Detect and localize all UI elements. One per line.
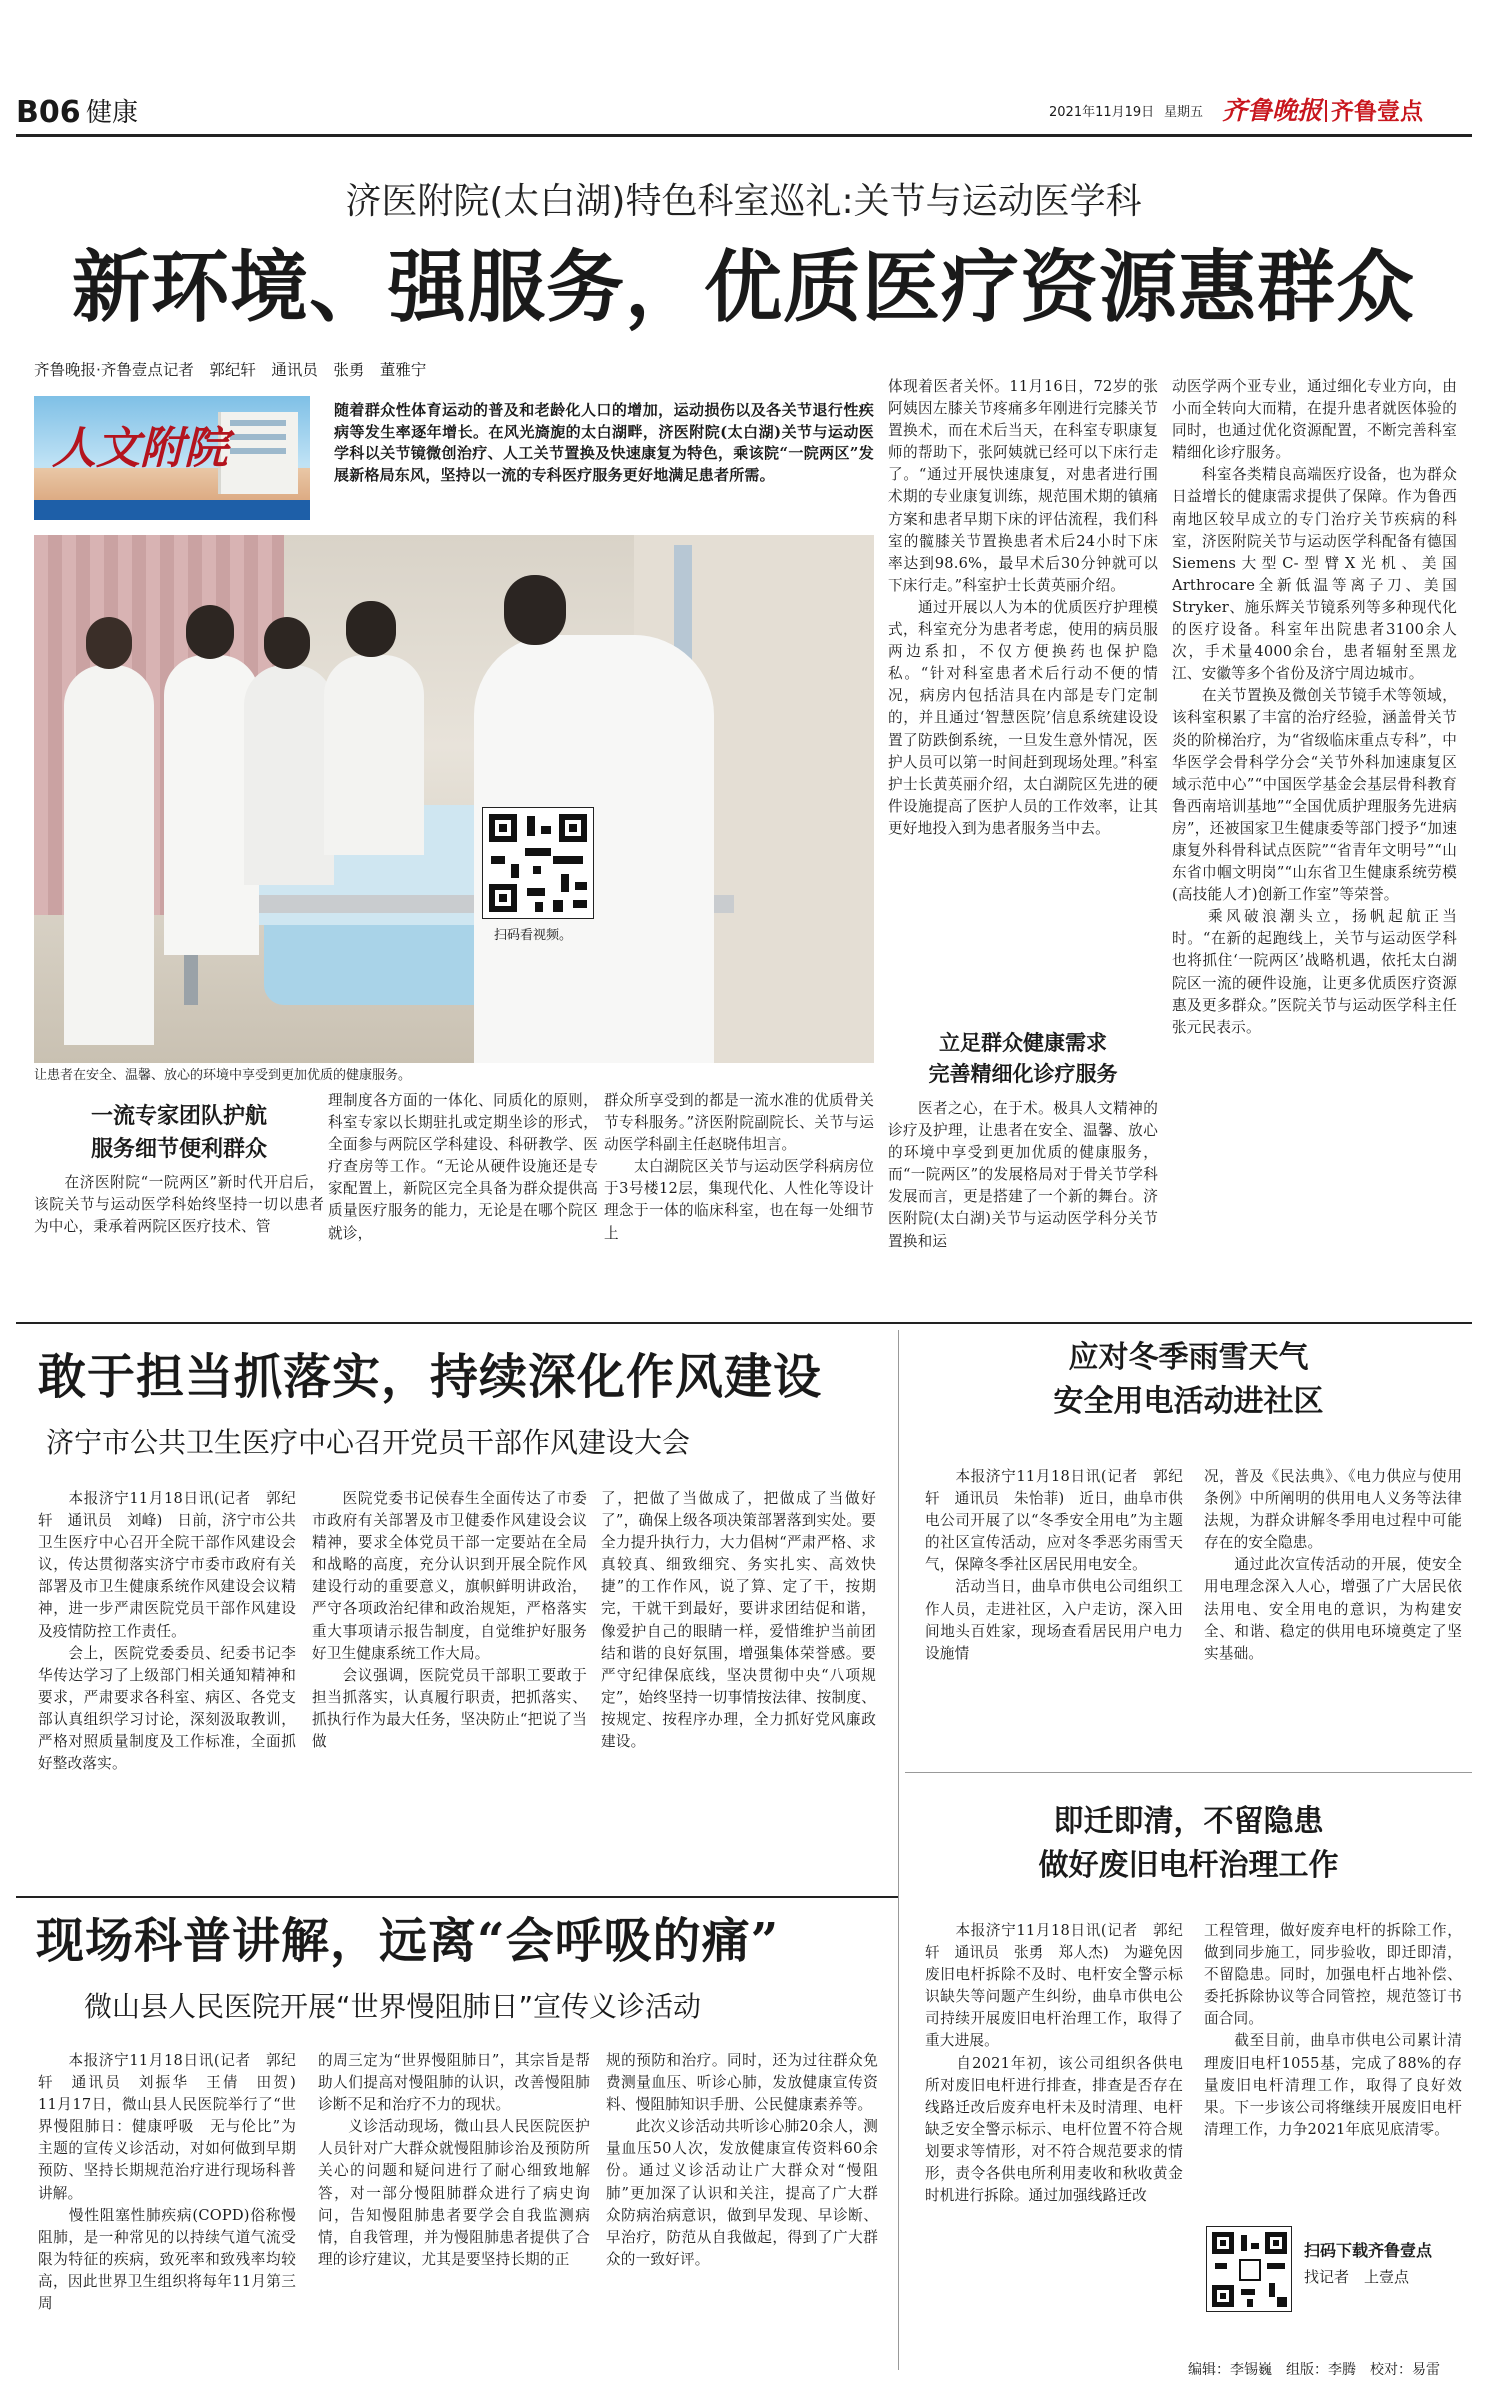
qr-download-line-1: 扫码下载齐鲁壹点 bbox=[1304, 2241, 1433, 2260]
article1-subhead-1: 一流专家团队护航 服务细节便利群众 bbox=[90, 1104, 267, 1162]
article1-col-a: 在济医附院“一院两区”新时代开启后，该院关节与运动医学科始终坚持一切以患者为中心，秉承着两院区医疗技术、管 bbox=[34, 1174, 324, 1236]
brand-qilu-wanbao: 齐鲁晚报 bbox=[1222, 96, 1323, 125]
article2-col-b: 医院党委书记侯春生全面传达了市委市政府有关部署及市卫健委作风建设会议精神，要求全体党员干部一定要站在全局和战略的高度，充分认识到开展全院作风建设行动的重要意义，旗帜鲜明讲政治，严守各项政治纪律和政治规矩，严格落实重大事项请示报告制度，自觉维护好服务好卫生健康系统工作大局。 会议强调，医院党员干部职工要敢于担当抓落实，认真履行职责，把抓落实、抓执行作为最大任务，坚决防止“把说了当做 bbox=[312, 1490, 587, 1751]
photo-caption: 让患者在安全、温馨、放心的环境中享受到更加优质的健康服务。 bbox=[34, 1068, 412, 1083]
article1-lede: 随着群众性体育运动的普及和老龄化人口的增加，运动损伤以及各关节退行性疾病等发生率逐年增长。在风光旖旎的太白湖畔，济医附院(太白湖)关节与运动医学科以关节镜微创治疗、人工关节置换及快速康复为特色，乘该院“一院两区”发展新格局东风，坚持以一流的专科医疗服务更好地满足患者所需。 bbox=[334, 401, 874, 484]
page-code: B06 bbox=[16, 95, 81, 130]
article5-col-b: 的周三定为“世界慢阻肺日”，其宗旨是帮助人们提高对慢阻肺的认识，改善慢阻肺诊断不足和治疗不力的现状。 义诊活动现场，微山县人民医院医护人员针对广大群众就慢阻肺诊治及预防所关心的问题和疑问进行了耐心细致地解答，对一部分慢阻肺群众进行了病史询问，告知慢阻肺患者要学会自我监测病情，自我管理，并为慢阻肺患者提供了合理的诊疗建议，尤其是要坚持长期的正 bbox=[318, 2052, 590, 2268]
qr-caption: 扫码看视频。 bbox=[494, 928, 573, 943]
article3-col-a: 本报济宁11月18日讯(记者 郭纪轩 通讯员 朱怡菲) 近日，曲阜市供电公司开展了以“冬季安全用电”为主题的社区宣传活动，应对冬季恶劣雨雪天气，保障冬季社区居民用电安全。 活动当日，曲阜市供电公司组织工作人员，走进社区，入户走访，深入田间地头百姓家，现场查看居民用户电力设施情 bbox=[925, 1468, 1183, 1662]
article4-headline: 即迁即清，不留隐患 做好废旧电杆治理工作 bbox=[1038, 1804, 1339, 1883]
article5-headline: 现场科普讲解，远离“会呼吸的痛” bbox=[36, 1913, 780, 1969]
article4-col-a: 本报济宁11月18日讯(记者 郭纪轩 通讯员 张勇 郑人杰) 为避免因废旧电杆拆除不及时、电杆安全警示标识缺失等问题产生纠纷，曲阜市供电公司持续开展废旧电杆治理工作，取得了重大进展。 自2021年初，该公司组织各供电所对废旧电杆进行排查，排查是否存在线路迁改后废弃电杆未及时清理、电杆缺乏安全警示标示、电杆位置不符合规划要求等情形，对不符合规范要求的情形，责令各供电所利用麦收和秋收黄金时机进行拆除。通过加强线路迁改 bbox=[925, 1922, 1183, 2205]
article1-col-e: 动医学两个亚专业，通过细化专业方向，由小而全转向大而精，在提升患者就医体验的同时，也通过优化资源配置，不断完善科室精细化诊疗服务。 科室各类精良高端医疗设备，也为群众日益增长的健康需求提供了保障。作为鲁西南地区较早成立的专门治疗关节疾病的科室，济医附院关节与运动医学科配备有德国Siemens大型C-型臂X光机、美国Arthrocare全新低温等离子刀、美国Stryker、施乐辉关节镜系列等多种现代化的医疗设备。科室年出院患者3100余人次，手术量4000余台，患者辐射至黑龙江、安徽等多个省份及济宁周边城市。 在关节置换及微创关节镜手术等领域，该科室积累了丰富的治疗经验，涵盖骨关节炎的阶梯治疗，为“省级临床重点专科”，中华医学会骨科学分会“关节外科加速康复区域示范中心”“中国医学基金会基层骨科教育鲁西南培训基地”“全国优质护理服务先进病房”，还被国家卫生健康委等部门授予“加速康复外科骨科试点医院”“省青年文明号”“山东省巾帼文明岗”“山东省卫生健康系统劳模(高技能人才)创新工作室”等荣誉。 乘风破浪潮头立，扬帆起航正当时。“在新的起跑线上，关节与运动医学科也将抓住‘一院两区’战略机遇，依托太白湖院区一流的硬件设施，让更多优质医疗资源惠及更多群众。”医院关节与运动医学科主任张元民表示。 bbox=[1172, 378, 1457, 1036]
article2-subtitle: 济宁市公共卫生医疗中心召开党员干部作风建设大会 bbox=[46, 1426, 691, 1459]
article2-col-a: 本报济宁11月18日讯(记者 郭纪轩 通讯员 刘峰) 日前，济宁市公共卫生医疗中心召开全院干部作风建设会议，传达贯彻落实济宁市委市政府有关部署及市卫生健康系统作风建设会议精神，进一步严肃医院党员干部作风建设及疫情防控工作责任。 会上，医院党委委员、纪委书记李华传达学习了上级部门相关通知精神和要求，严肃要求各科室、病区、各党支部认真组织学习讨论，深刻汲取教训，严格对照质量制度及工作标准，全面抓好整改落实。 bbox=[38, 1490, 296, 1773]
vertical-divider bbox=[898, 1330, 899, 2370]
article2-col-c: 了，把做了当做成了，把做成了当做好了”，确保上级各项决策部署落到实处。要全力提升执行力，大力倡树“严肃严格、求真较真、细致细究、务实扎实、高效快捷”的工作作风，说了算、定了干，按期完，干就干到最好，要讲求团结促和谐，像爱护自己的眼睛一样，爱惜维护当前团结和谐的良好氛围，增强集体荣誉感。要严守纪律保底线，坚决贯彻中央“八项规定”，始终坚持一切事情按法律、按制度、按规定、按程序办理，全力抓好党风廉政建设。 bbox=[601, 1490, 876, 1751]
article5-subtitle: 微山县人民医院开展“世界慢阻肺日”宣传义诊活动 bbox=[84, 1990, 702, 2023]
article1-kicker: 济医附院(太白湖)特色科室巡礼:关节与运动医学科 bbox=[345, 181, 1142, 222]
section-divider-right bbox=[905, 1772, 1472, 1773]
article1-byline: 齐鲁晚报·齐鲁壹点记者 郭纪轩 通讯员 张勇 董雅宁 bbox=[34, 361, 427, 379]
article5-col-c: 规的预防和治疗。同时，还为过往群众免费测量血压、听诊心肺，发放健康宣传资料、慢阻肺知识手册、公民健康素养等。 此次义诊活动共听诊心肺20余人，测量血压50人次，发放健康宣传资料60余份。通过义诊活动让广大群众对“慢阻肺”更加深了认识和关注，提高了广大群众防病治病意识，做到早发现、早诊断、早治疗，防范从自我做起，得到了广大群众的一致好评。 bbox=[606, 2052, 878, 2268]
section-divider-2 bbox=[16, 1896, 898, 1898]
article1-headline: 新环境、强服务，优质医疗资源惠群众 bbox=[71, 242, 1415, 333]
video-qr-code[interactable] bbox=[482, 807, 594, 919]
issue-date: 2021年11月19日 bbox=[1049, 105, 1155, 120]
issue-weekday: 星期五 bbox=[1164, 105, 1204, 120]
article4-col-b: 工程管理，做好废弃电杆的拆除工作，做到同步施工，同步验收，即迁即清，不留隐患。同时，加强电杆占地补偿、委托拆除协议等合同管控，规范签订书面合同。 截至目前，曲阜市供电公司累计清理废旧电杆1055基，完成了88%的存量废旧电杆清理工作，取得了良好效果。下一步该公司将继续开展废旧电杆清理工作，力争2021年底见底清零。 bbox=[1204, 1922, 1462, 2138]
article1-col-d: 体现着医者关怀。11月16日，72岁的张阿姨因左膝关节疼痛多年刚进行完膝关节置换术，而在术后当天，在科室专职康复师的帮助下，张阿姨就已经可以下床行走了。“通过开展快速康复，对患者进行围术期的专业康复训练，规范围术期的镇痛方案和患者早期下床的评估流程，我们科室的髋膝关节置换患者术后24小时下床率达到98.6%，最早术后30分钟就可以下床行走。”科室护士长黄英丽介绍。 通过开展以人为本的优质医疗护理模式，科室充分为患者考虑，使用的病员服两边系扣，不仅方便换药也保护隐私。“针对科室患者术后行动不便的情况，病房内包括洁具在内部是专门定制的，并且通过‘智慧医院’信息系统建设设置了防跌倒系统，一旦发生意外情况，医护人员可以第一时间赶到现场处理。”科室护士长黄英丽介绍，太白湖院区先进的硬件设施提高了医护人员的工作效率，让其更好地投入到为患者服务当中去。 bbox=[888, 378, 1158, 837]
qr-download-line-2: 找记者 上壹点 bbox=[1304, 2268, 1410, 2286]
editor-credits: 编辑：李锡巍 组版：李腾 校对：易雷 bbox=[1188, 2362, 1440, 2378]
section-divider-1 bbox=[16, 1322, 1472, 1324]
article1-col-d2: 医者之心，在于术。极具人文精神的诊疗及护理，让患者在安全、温馨、放心的环境中享受到更加优质的健康服务，而“一院两区”的发展格局对于骨关节学科发展而言，更是搭建了一个新的舞台。济医附院(太白湖)关节与运动医学科分关节置换和运 bbox=[888, 1100, 1158, 1250]
article5-col-a: 本报济宁11月18日讯(记者 郭纪轩 通讯员 刘振华 王倩 田贺) 11月17日，微山县人民医院举行了“世界慢阻肺日：健康呼吸 无与伦比”为主题的宣传义诊活动，对如何做到早期预防、坚持长期规范治疗进行现场科普讲解。 慢性阻塞性肺疾病(COPD)俗称慢阻肺，是一种常见的以持续气道气流受限为特征的疾病，致死率和致残率均较高，因此世界卫生组织将每年11月第三周 bbox=[38, 2052, 296, 2313]
brand-qilu-yidian: 齐鲁壹点 bbox=[1331, 99, 1423, 125]
article2-headline: 敢于担当抓落实，持续深化作风建设 bbox=[38, 1349, 823, 1405]
article3-headline: 应对冬季雨雪天气 安全用电活动进社区 bbox=[1053, 1340, 1324, 1419]
article1-col-b: 理制度各方面的一体化、同质化的原则，科室专家以长期驻扎或定期坐诊的形式，全面参与两院区学科建设、科研教学、医疗查房等工作。“无论从硬件设施还是专家配置上，新院区完全具备为群众提供高质量医疗服务的能力，无论是在哪个院区就诊， bbox=[328, 1092, 598, 1242]
article1-col-c: 群众所享受到的都是一流水准的优质骨关节专科服务。”济医附院副院长、关节与运动医学科副主任赵晓伟坦言。 太白湖院区关节与运动医学科病房位于3号楼12层，集现代化、人性化等设计理念于一体的临床科室，也在每一处细节上 bbox=[604, 1092, 874, 1242]
header-rule bbox=[16, 134, 1472, 137]
section-name: 健康 bbox=[86, 98, 139, 128]
column-logo-banner bbox=[34, 396, 310, 520]
download-qr-code[interactable] bbox=[1206, 2226, 1292, 2312]
column-logo-text: 人文附院 bbox=[52, 423, 228, 474]
article1-subhead-2: 立足群众健康需求 完善精细化诊疗服务 bbox=[928, 1031, 1118, 1086]
ward-photo bbox=[34, 535, 874, 1063]
article3-col-b: 况，普及《民法典》、《电力供应与使用条例》中所阐明的供用电人义务等法律法规，为群众讲解冬季用电过程中可能存在的安全隐患。 通过此次宣传活动的开展，使安全用电理念深入人心，增强了广大居民依法用电、安全用电的意识，为构建安全、和谐、稳定的供用电环境奠定了坚实基础。 bbox=[1204, 1468, 1462, 1662]
